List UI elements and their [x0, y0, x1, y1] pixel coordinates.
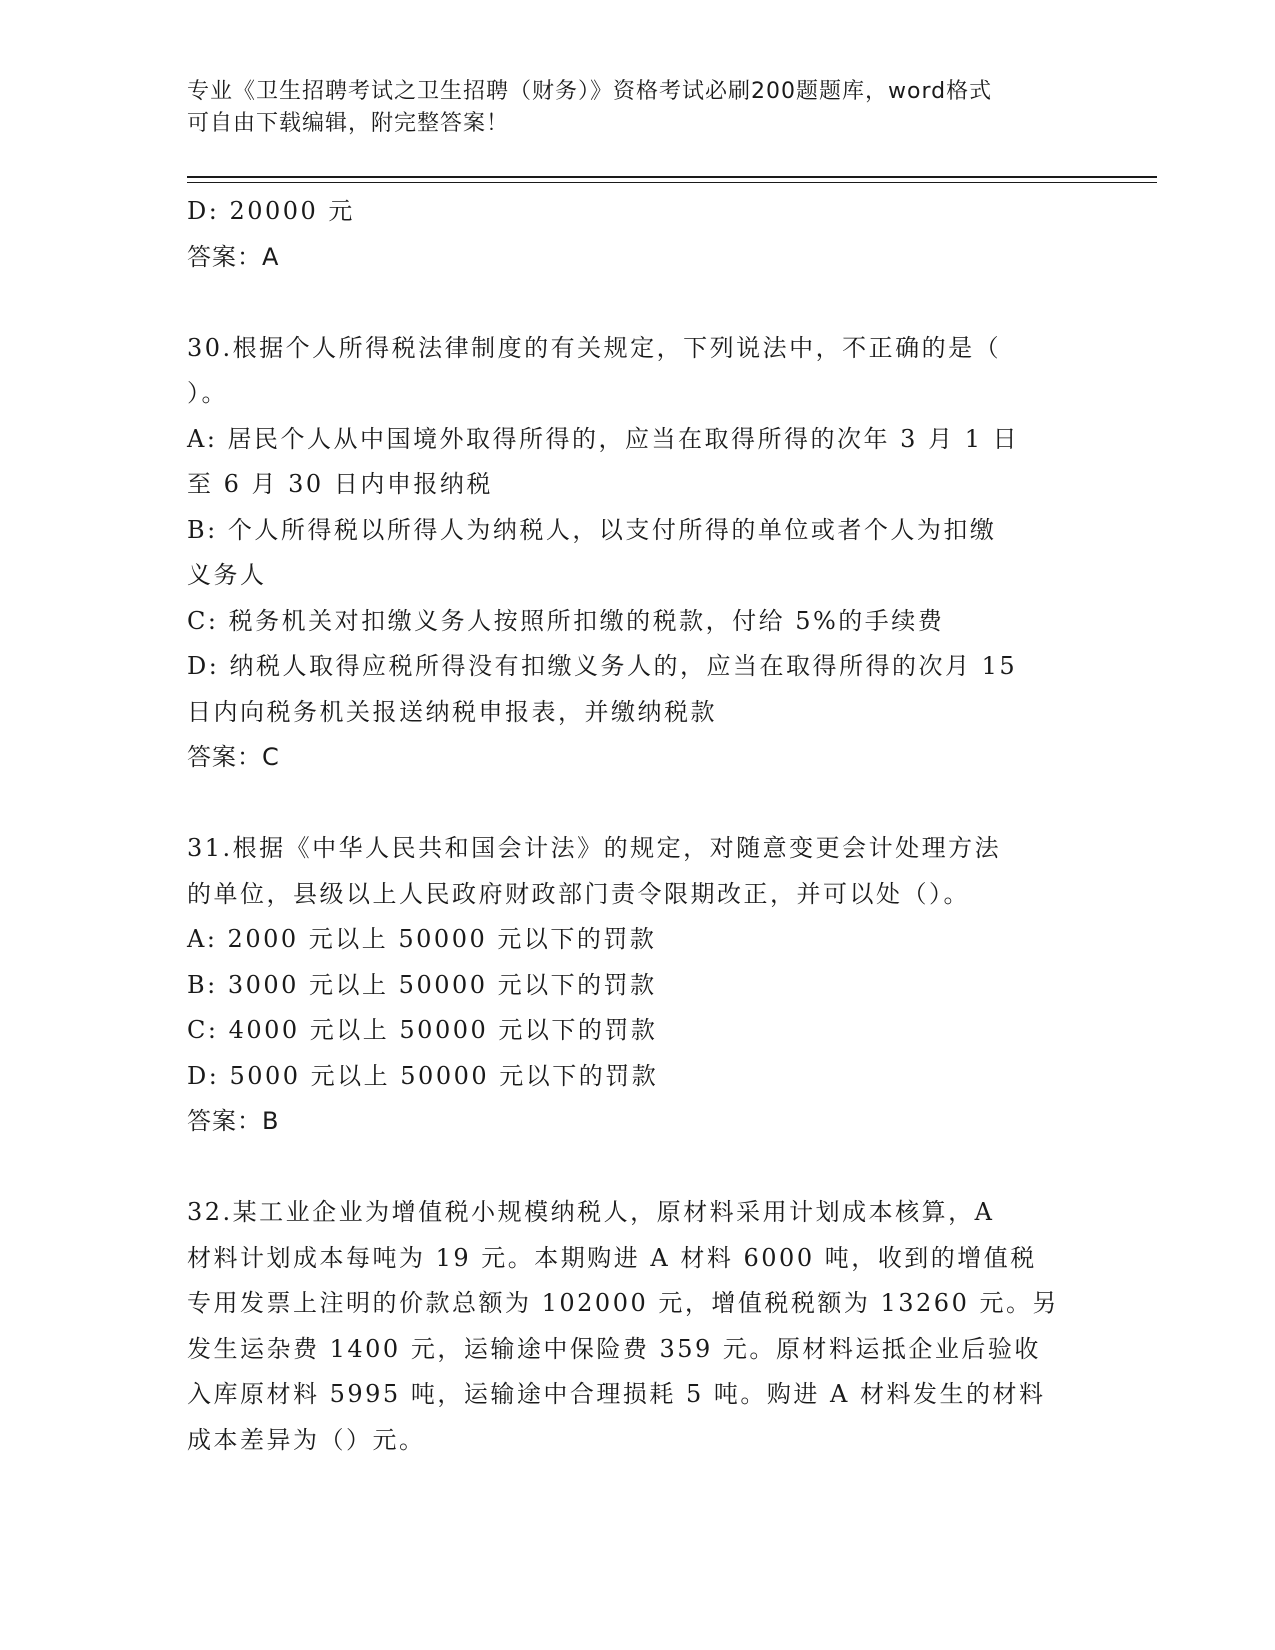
- spacer: [187, 280, 1087, 326]
- document-body: [187, 189, 1087, 1463]
- header-title-line-2: 可自由下载编辑，附完整答案！: [187, 111, 510, 136]
- header-rule-thin: [187, 182, 1157, 183]
- option-b: B: 个人所得税以所得人为纳税人，以支付所得的单位或者个人为扣缴: [187, 515, 997, 544]
- question-stem: 成本差异为（）元。: [187, 1425, 426, 1454]
- question-stem: 入库原材料 5995 吨，运输途中合理损耗 5 吨。购进 A 材料发生的材料: [187, 1380, 1046, 1408]
- question-stem: 30.根据个人所得税法律制度的有关规定，下列说法中，不正确的是（: [187, 333, 1002, 362]
- option-a: A: 居民个人从中国境外取得所得的，应当在取得所得的次年 3 月 1 日: [187, 424, 1020, 453]
- answer-line: 答案：A: [187, 242, 280, 271]
- question-stem: ）。: [187, 379, 228, 407]
- option-d: 日内向税务机关报送纳税申报表，并缴纳税款: [187, 697, 717, 726]
- question-stem: 发生运杂费 1400 元，运输途中保险费 359 元。原材料运抵企业后验收: [187, 1334, 1041, 1363]
- option-d: D: 5000 元以上 50000 元以下的罚款: [187, 1061, 659, 1090]
- header-rule-thick: [187, 176, 1157, 178]
- document-header: [187, 76, 1067, 140]
- question-30: [187, 326, 1087, 781]
- option-a: A: 2000 元以上 50000 元以下的罚款: [187, 925, 657, 953]
- question-stem: 32.某工业企业为增值税小规模纳税人，原材料采用计划成本核算，A: [187, 1198, 995, 1226]
- question-32: [187, 1190, 1087, 1463]
- question-stem: 专用发票上注明的价款总额为 102000 元，增值税税额为 13260 元。另: [187, 1289, 1059, 1317]
- option-c: C: 税务机关对扣缴义务人按照所扣缴的税款，付给 5%的手续费: [187, 606, 945, 635]
- question-31: [187, 826, 1087, 1145]
- option-c: C: 4000 元以上 50000 元以下的罚款: [187, 1016, 658, 1044]
- option-a: 至 6 月 30 日内申报纳税: [187, 470, 493, 498]
- option-b: B: 3000 元以上 50000 元以下的罚款: [187, 970, 657, 999]
- question-stem: 材料计划成本每吨为 19 元。本期购进 A 材料 6000 吨，收到的增值税: [187, 1243, 1037, 1272]
- spacer: [187, 1145, 1087, 1191]
- spacer: [187, 781, 1087, 827]
- answer-line: 答案：B: [187, 1107, 280, 1135]
- previous-question-tail: [187, 189, 1087, 280]
- option-b: 义务人: [187, 561, 267, 589]
- option-d: D: 20000 元: [187, 197, 355, 225]
- answer-line: 答案：C: [187, 743, 280, 771]
- header-title-line-1: 专业《卫生招聘考试之卫生招聘（财务）》资格考试必刷200题题库，word格式: [187, 79, 993, 104]
- question-stem: 的单位，县级以上人民政府财政部门责令限期改正，并可以处（）。: [187, 879, 970, 908]
- option-d: D: 纳税人取得应税所得没有扣缴义务人的，应当在取得所得的次月 15: [187, 652, 1018, 680]
- question-stem: 31.根据《中华人民共和国会计法》的规定，对随意变更会计处理方法: [187, 834, 1002, 862]
